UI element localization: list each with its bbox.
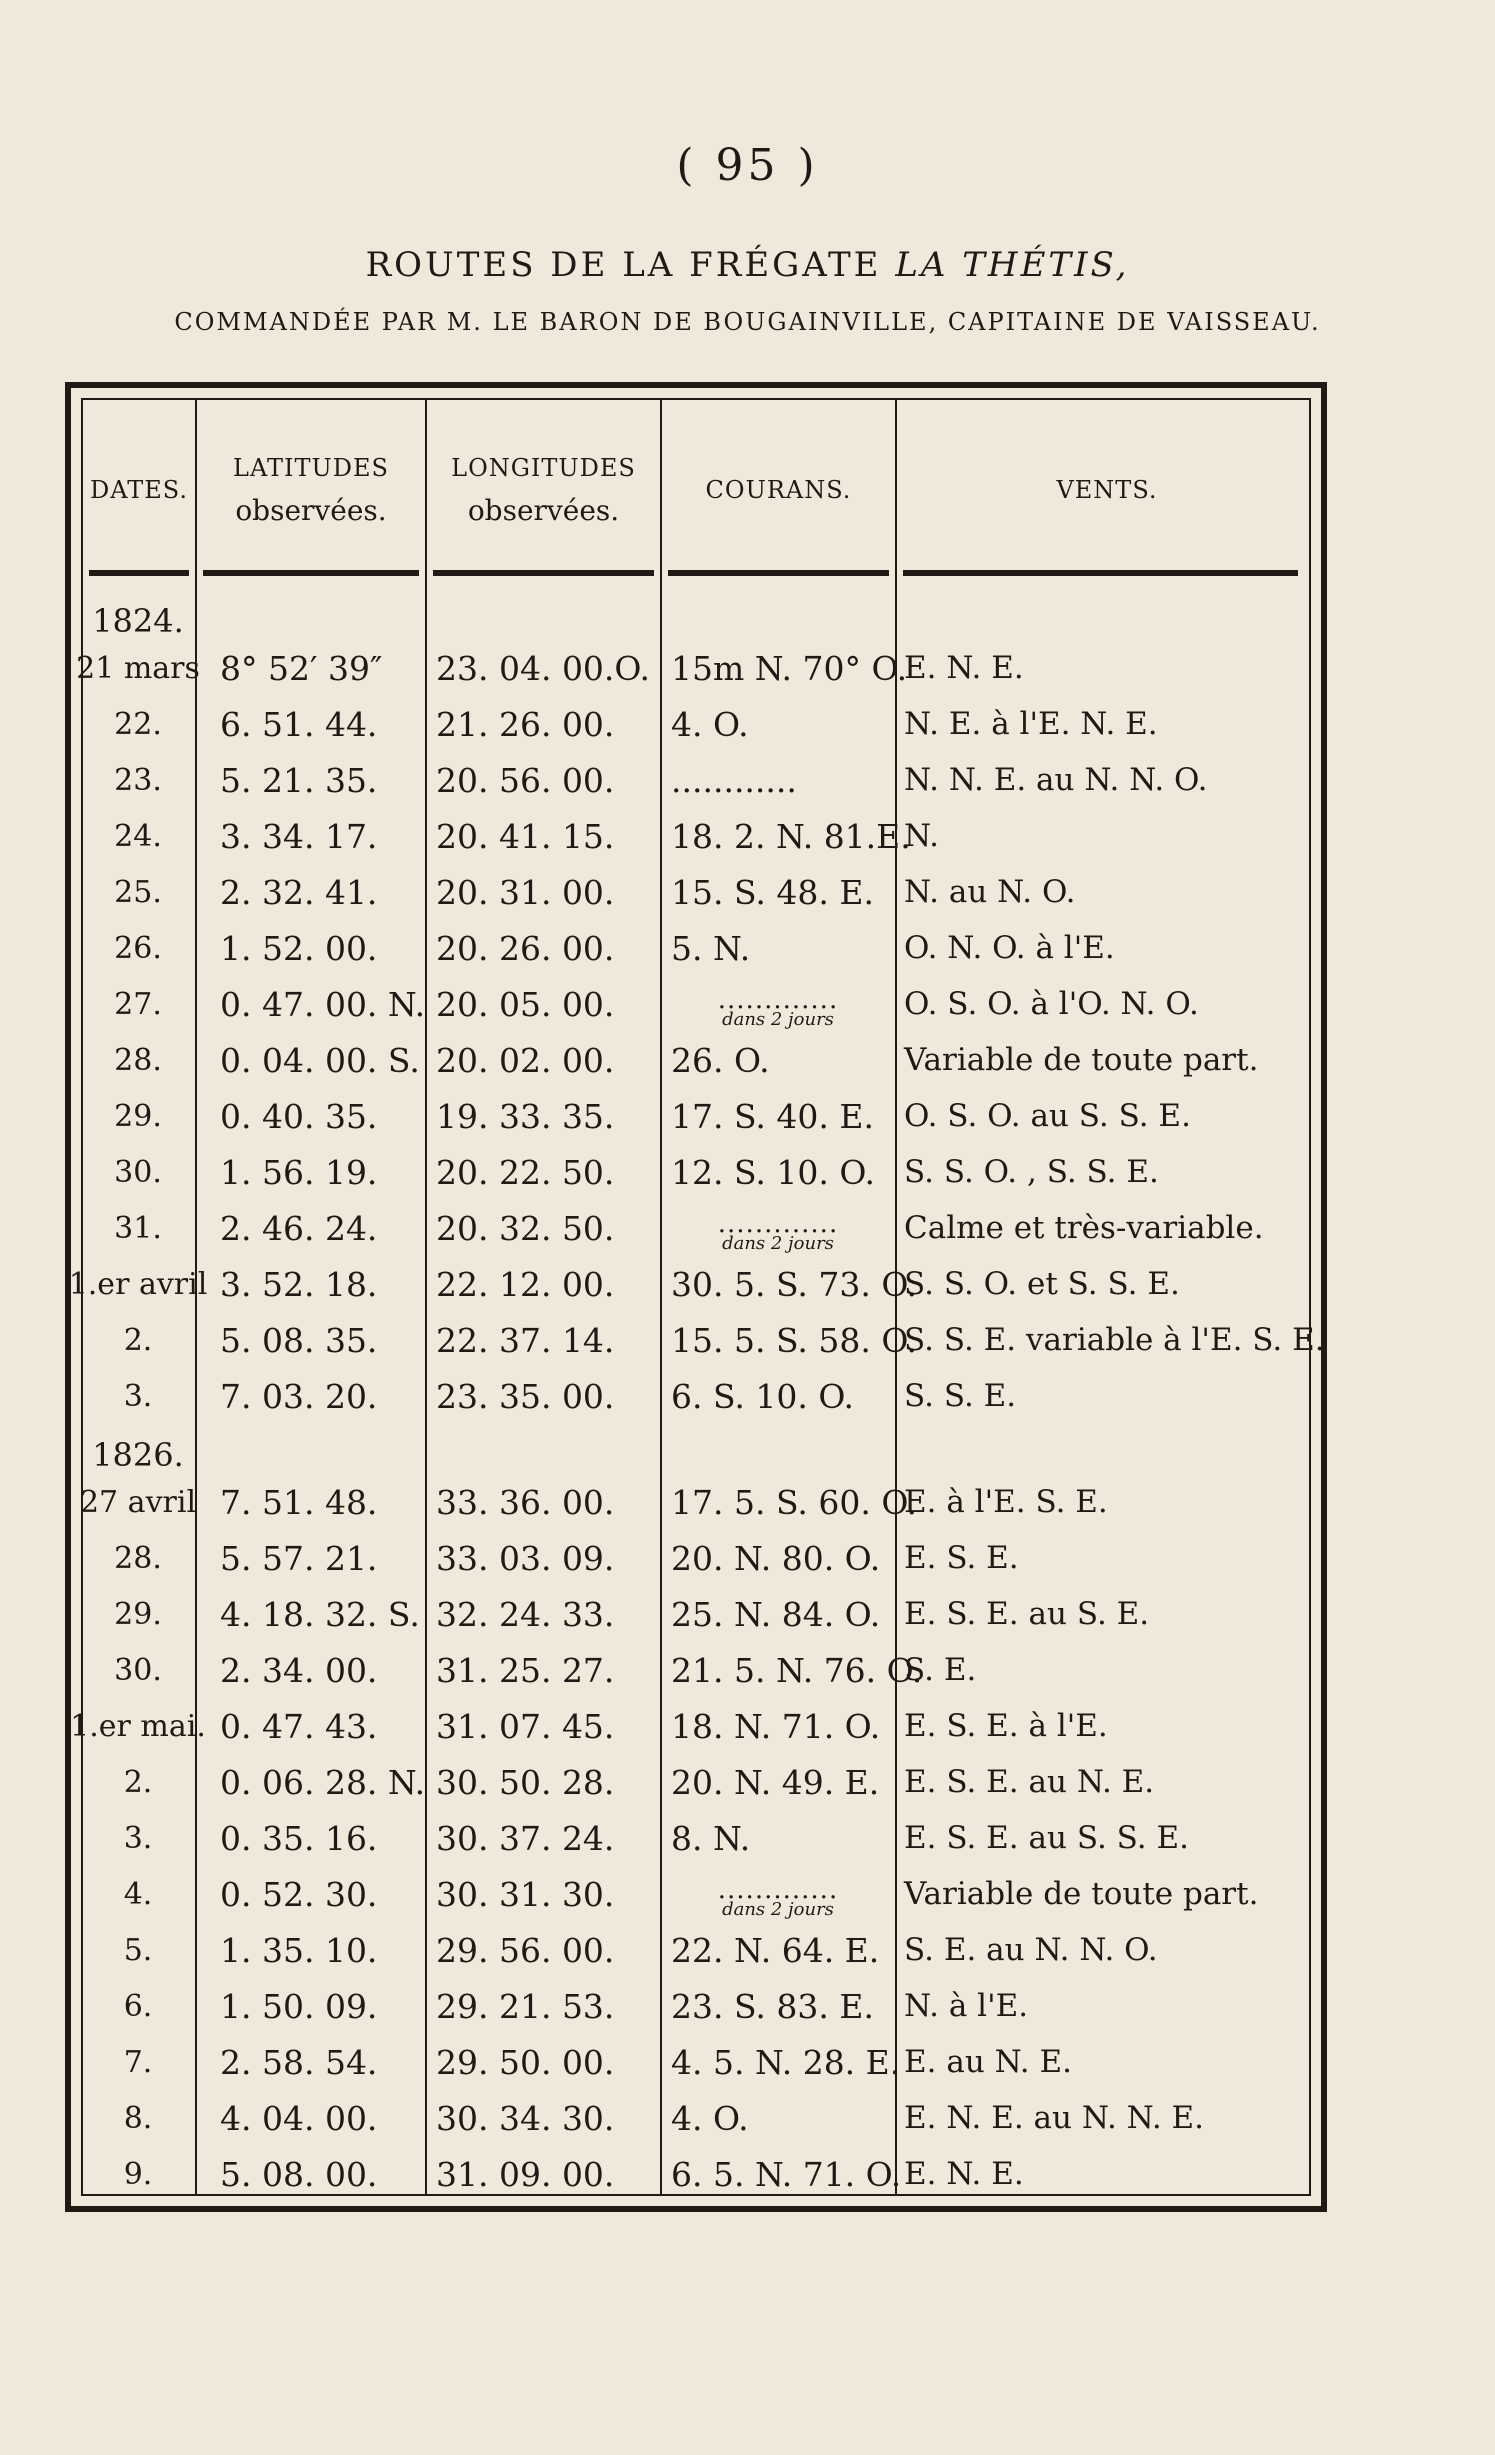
current-cell: 15. 5. S. 58. O. [671,1320,917,1360]
dotted-line: ............. [717,1875,839,1905]
longitude-cell: 33. 36. 00. [436,1482,615,1522]
latitude-cell: 7. 51. 48. [220,1482,378,1522]
longitude-cell: 30. 31. 30. [436,1874,615,1914]
latitude-cell: 5. 08. 00. [220,2154,378,2194]
wind-cell: O. N. O. à l'E. [904,930,1115,966]
date-cell: 29. [114,1098,162,1134]
table-row [83,1368,1309,1424]
longitude-cell: 19. 33. 35. [436,1096,615,1136]
longitude-cell: 20. 32. 50. [436,1208,615,1248]
latitude-cell: 1. 56. 19. [220,1152,378,1192]
date-cell: 25. [114,874,162,910]
date-cell: 27 avril [79,1484,197,1520]
date-cell: 9. [123,2156,153,2192]
current-cell: 5. N. [671,928,751,968]
longitude-cell: 31. 07. 45. [436,1706,615,1746]
wind-cell: Variable de toute part. [904,1876,1259,1912]
longitude-cell: 21. 26. 00. [436,704,615,744]
table-row [83,2146,1309,2202]
current-cell: 18. N. 71. O. [671,1706,881,1746]
longitude-cell: 30. 37. 24. [436,1818,615,1858]
current-cell: 17. 5. S. 60. O. [671,1482,917,1522]
longitude-cell: 32. 24. 33. [436,1594,615,1634]
latitude-cell: 3. 52. 18. [220,1264,378,1304]
longitude-cell: 30. 50. 28. [436,1762,615,1802]
current-cell: 12. S. 10. O. [671,1152,875,1192]
wind-cell: N. au N. O. [904,874,1076,910]
longitude-cell: 20. 41. 15. [436,816,615,856]
routes-table-inner [68,398,1325,2196]
wind-cell: E. S. E. [904,1540,1019,1576]
longitude-cell: 20. 02. 00. [436,1040,615,1080]
current-dotted-cell [663,1206,893,1262]
latitude-cell: 0. 06. 28. N. [220,1762,426,1802]
date-cell: 30. [114,1652,162,1688]
wind-cell: Calme et très-variable. [904,1210,1264,1246]
table-row [83,1032,1309,1088]
wind-cell: S. E. [904,1652,977,1688]
wind-cell: E. N. E. [904,2156,1024,2192]
table-row [83,1978,1309,2034]
wind-cell: E. S. E. au S. E. [904,1596,1150,1632]
header-latitudes-sub: observées. [235,493,387,527]
latitude-cell: 1. 50. 09. [220,1986,378,2026]
longitude-cell: 23. 35. 00. [436,1376,615,1416]
longitude-cell: 22. 37. 14. [436,1320,615,1360]
wind-cell: E. au N. E. [904,2044,1072,2080]
current-dotted-cell [663,1872,893,1928]
latitude-cell: 2. 58. 54. [220,2042,378,2082]
latitude-cell: 0. 35. 16. [220,1818,378,1858]
date-cell: 5. [123,1932,153,1968]
date-cell: 4. [123,1876,153,1912]
latitude-cell: 4. 04. 00. [220,2098,378,2138]
latitude-cell: 2. 34. 00. [220,1650,378,1690]
current-cell: 22. N. 64. E. [671,1930,880,1970]
table-row [83,864,1309,920]
latitude-cell: 2. 32. 41. [220,872,378,912]
latitude-cell: 0. 47. 43. [220,1706,378,1746]
date-cell: 26. [114,930,162,966]
longitude-cell: 23. 04. 00.O. [436,648,651,688]
latitude-cell: 1. 52. 00. [220,928,378,968]
longitude-cell: 29. 56. 00. [436,1930,615,1970]
page-title [0,245,1495,285]
latitude-cell: 0. 04. 00. S. [220,1040,420,1080]
date-cell: 7. [123,2044,153,2080]
longitude-cell: 29. 21. 53. [436,1986,615,2026]
date-cell: 1.er avril [68,1266,208,1302]
latitude-cell: 5. 57. 21. [220,1538,378,1578]
table-row [83,1312,1325,1368]
date-cell: 21 mars [76,650,200,686]
date-cell: 29. [114,1596,162,1632]
latitude-cell: 0. 52. 30. [220,1874,378,1914]
date-cell: 6. [123,1988,153,2024]
longitude-cell: 31. 09. 00. [436,2154,615,2194]
table-row [83,1754,1309,1810]
current-cell: 18. 2. N. 81.E. [671,816,911,856]
wind-cell: E. à l'E. S. E. [904,1484,1108,1520]
current-cell: 6. 5. N. 71. O. [671,2154,902,2194]
date-cell: 28. [114,1042,162,1078]
dotted-line: ............. [717,985,839,1015]
duration-note: dans 2 jours [722,1899,834,1920]
current-cell: 20. N. 49. E. [671,1762,880,1802]
date-cell: 28. [114,1540,162,1576]
wind-cell: N. à l'E. [904,1988,1029,2024]
current-cell: 4. O. [671,704,749,744]
header-rule [89,570,189,576]
routes-table [65,382,1327,2212]
current-cell: 4. 5. N. 28. E. [671,2042,901,2082]
header-dates-label: DATES. [89,476,188,504]
wind-cell: E. S. E. au S. S. E. [904,1820,1189,1856]
header-longitudes-sub: observées. [467,493,620,527]
header-rule [203,570,419,576]
latitude-cell: 3. 34. 17. [220,816,378,856]
current-cell: 17. S. 40. E. [671,1096,874,1136]
longitude-cell: 20. 05. 00. [436,984,615,1024]
wind-cell: S. E. au N. N. O. [904,1932,1158,1968]
latitude-cell: 7. 03. 20. [220,1376,378,1416]
table-row [83,1530,1309,1586]
header-vents-label: VENTS. [1056,476,1158,504]
current-cell: 21. 5. N. 76. O. [671,1650,923,1690]
header-courants-label: COURANS. [705,476,852,504]
current-cell: 8. N. [671,1818,751,1858]
date-cell: 23. [114,762,162,798]
table-body [68,590,1325,2202]
table-row [83,976,1309,1032]
ship-name: LA THÉTIS, [895,245,1130,285]
date-cell: 27. [114,986,162,1022]
table-row [83,1088,1309,1144]
year-label: 1826. [92,1436,184,1474]
latitude-cell: 2. 46. 24. [220,1208,378,1248]
table-row [83,1810,1309,1866]
header-rule [903,570,1298,576]
wind-cell: S. S. E. variable à l'E. S. E. [904,1322,1325,1358]
table-row [83,1200,1309,1256]
date-cell: 1.er mai. [70,1708,206,1744]
table-row [83,2034,1309,2090]
wind-cell: S. S. O. et S. S. E. [904,1266,1180,1302]
wind-cell: N. N. E. au N. N. O. [904,762,1208,798]
header-vents [897,430,1317,550]
date-cell: 22. [114,706,162,742]
table-row [83,1922,1309,1978]
latitude-cell: 1. 35. 10. [220,1930,378,1970]
current-dotted-cell [663,982,893,1038]
header-longitudes [427,430,660,550]
duration-note: dans 2 jours [722,1009,834,1030]
latitude-cell: 4. 18. 32. S. [220,1594,420,1634]
header-rule [668,570,889,576]
date-cell: 3. [123,1820,153,1856]
wind-cell: Variable de toute part. [904,1042,1259,1078]
table-row [83,808,1309,864]
header-dates [83,430,195,550]
current-cell: 23. S. 83. E. [671,1986,874,2026]
longitude-cell: 20. 56. 00. [436,760,615,800]
current-cell: 25. N. 84. O. [671,1594,881,1634]
current-cell: 15. S. 48. E. [671,872,874,912]
wind-cell: O. S. O. au S. S. E. [904,1098,1191,1134]
table-row [83,2090,1309,2146]
current-cell: 20. N. 80. O. [671,1538,881,1578]
current-cell: 30. 5. S. 73. O. [671,1264,917,1304]
year-row [83,1424,1309,1474]
title-prefix: ROUTES DE LA FRÉGATE [365,245,882,285]
page-subtitle: COMMANDÉE PAR M. LE BARON DE BOUGAINVILLE, CAPITAINE DE VAISSEAU. [174,308,1321,336]
longitude-cell: 33. 03. 09. [436,1538,615,1578]
latitude-cell: 8° 52′ 39″ [220,648,383,688]
date-cell: 2. [123,1322,153,1358]
date-cell: 8. [123,2100,153,2136]
longitude-cell: 20. 22. 50. [436,1152,615,1192]
table-row [79,1474,1309,1530]
longitude-cell: 22. 12. 00. [436,1264,615,1304]
dotted-line: ............. [717,1209,839,1239]
wind-cell: E. N. E. au N. N. E. [904,2100,1205,2136]
date-cell: 2. [123,1764,153,1800]
page-number: ( 95 ) [676,140,819,191]
longitude-cell: 20. 31. 00. [436,872,615,912]
date-cell: 30. [114,1154,162,1190]
wind-cell: E. S. E. à l'E. [904,1708,1108,1744]
date-cell: 3. [123,1378,153,1414]
table-row [83,752,1309,808]
current-cell: 6. S. 10. O. [671,1376,854,1416]
table-row [83,1866,1309,1922]
table-row [83,1642,1309,1698]
year-row [83,590,1309,640]
table-row [68,1256,1309,1312]
table-row [83,920,1309,976]
wind-cell: S. S. E. [904,1378,1017,1414]
current-cell: 15m N. 70° O. [671,648,908,688]
longitude-cell: 20. 26. 00. [436,928,615,968]
table-row [83,1144,1309,1200]
date-cell: 24. [114,818,162,854]
longitude-cell: 29. 50. 00. [436,2042,615,2082]
header-courants [662,430,895,550]
table-row [76,640,1309,696]
wind-cell: N. E. à l'E. N. E. [904,706,1158,742]
table-row [83,696,1309,752]
latitude-cell: 6. 51. 44. [220,704,378,744]
table-row [70,1698,1309,1754]
latitude-cell: 5. 08. 35. [220,1320,378,1360]
latitude-cell: 0. 40. 35. [220,1096,378,1136]
wind-cell: E. S. E. au N. E. [904,1764,1155,1800]
date-cell: 31. [114,1210,162,1246]
longitude-cell: 31. 25. 27. [436,1650,615,1690]
header-latitudes-label: LATITUDES [233,453,389,482]
header-latitudes [197,430,425,550]
header-longitudes-label: LONGITUDES [451,453,636,482]
latitude-cell: 5. 21. 35. [220,760,378,800]
latitude-cell: 0. 47. 00. N. [220,984,426,1024]
longitude-cell: 30. 34. 30. [436,2098,615,2138]
wind-cell: O. S. O. à l'O. N. O. [904,986,1199,1022]
current-cell: ............ [671,760,797,800]
current-cell: 4. O. [671,2098,749,2138]
table-row [83,1586,1309,1642]
header-rule [433,570,654,576]
wind-cell: S. S. O. , S. S. E. [904,1154,1159,1190]
year-label: 1824. [92,602,184,640]
current-cell: 26. O. [671,1040,770,1080]
wind-cell: N. [904,818,939,854]
wind-cell: E. N. E. [904,650,1024,686]
duration-note: dans 2 jours [722,1233,834,1254]
